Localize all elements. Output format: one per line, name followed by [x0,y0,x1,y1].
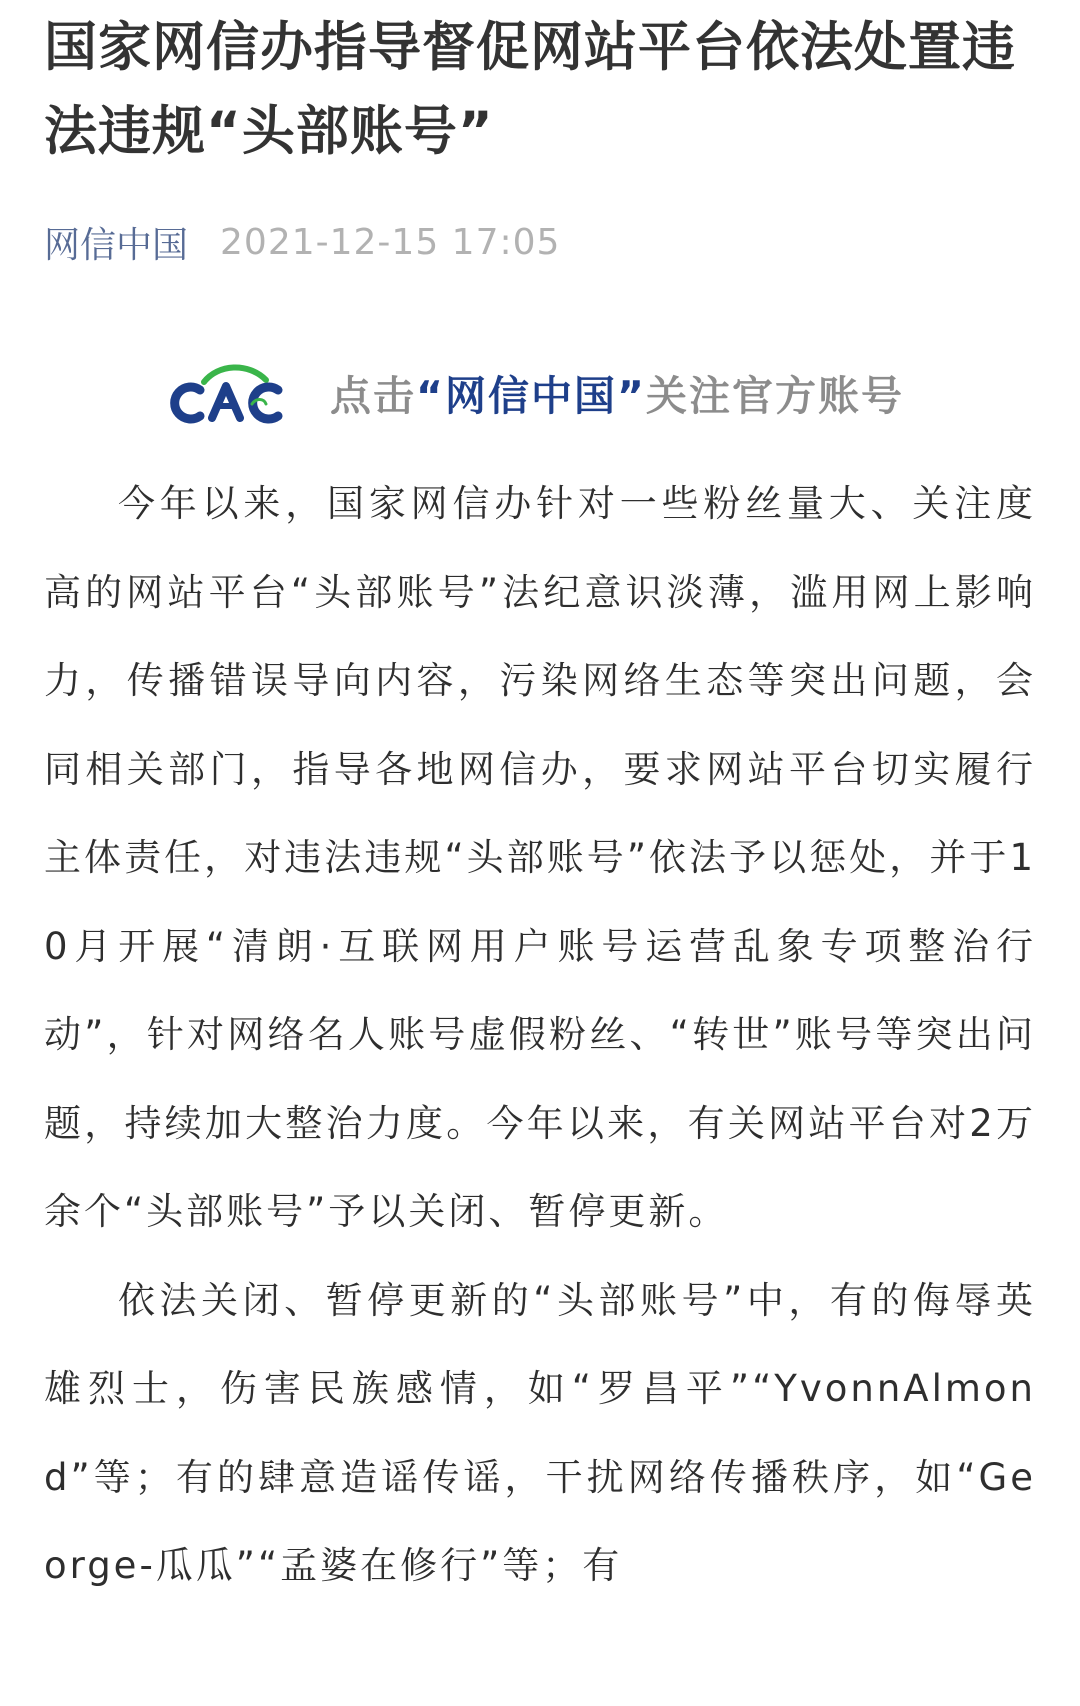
slogan-account-name: “网信中国” [416,371,646,420]
publish-date: 2021-12-15 17:05 [220,221,561,263]
follow-banner[interactable] [44,356,1036,428]
paragraph-2: 依法关闭、暂停更新的“头部账号”中，有的侮辱英雄烈士，伤害民族感情，如“罗昌平”“YvonnAlmond”等；有的肆意造谣传谣，干扰网络传播秩序，如“George-瓜瓜”“孟婆在修行”等；有 [44,1278,1036,1587]
slogan-suffix: 关注官方账号 [645,371,904,420]
article-meta [44,220,1036,264]
article-body [44,460,1036,1611]
article [44,0,1036,1611]
cac-logo-icon [166,360,292,424]
source-account-link[interactable]: 网信中国 [44,224,189,266]
follow-slogan [330,363,904,422]
article-title: 国家网信办指导督促网站平台依法处置违法违规“头部账号” [44,17,1016,162]
slogan-prefix: 点击 [330,371,417,420]
paragraph-1: 今年以来，国家网信办针对一些粉丝量大、关注度高的网站平台“头部账号”法纪意识淡薄，滥用网上影响力，传播错误导向内容，污染网络生态等突出问题，会同相关部门，指导各地网信办，要求网站平台切实履行主体责任，对违法违规“头部账号”依法予以惩处，并于10月开展“清朗·互联网用户账号运营乱象专项整治行动”，针对网络名人账号虚假粉丝、“转世”账号等突出问题，持续加大整治力度。今年以来，有关网站平台对2万余个“头部账号”予以关闭、暂停更新。 [44,482,1036,1233]
